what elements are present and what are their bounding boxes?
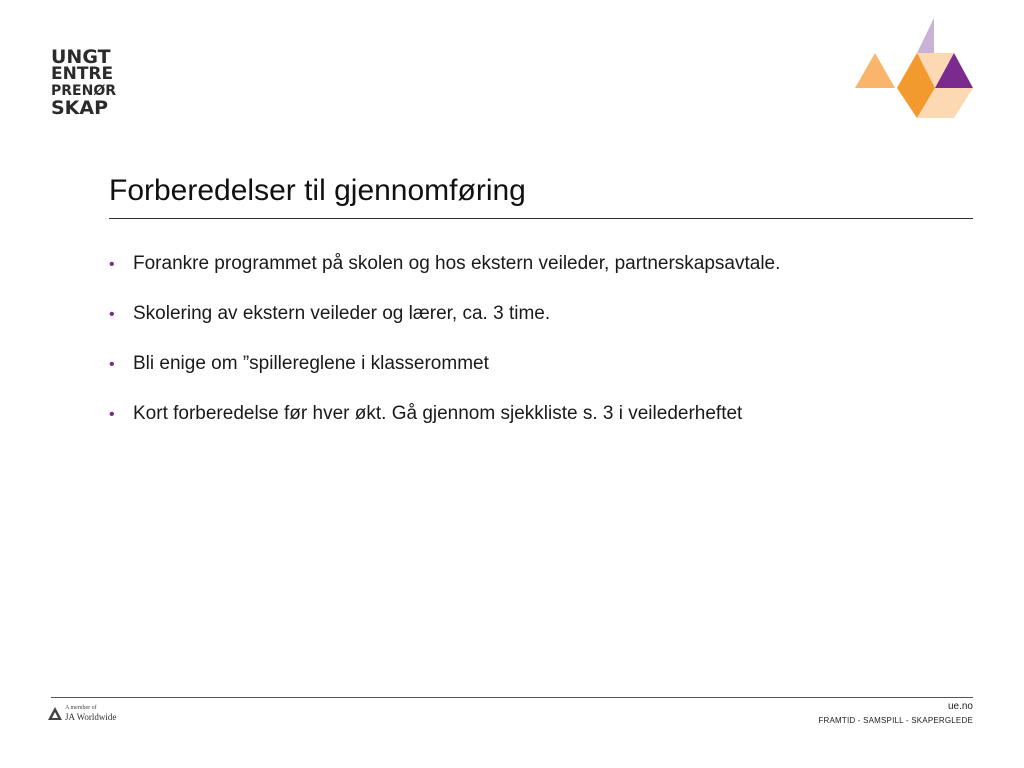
ja-mountain-icon (48, 707, 62, 720)
bullet-marker: • (109, 406, 115, 423)
ja-member-text: A member of (65, 705, 97, 711)
website-label: ue.no (947, 701, 973, 712)
bullet-text: Bli enige om ”spillereglene i klasserommet (133, 353, 489, 374)
footer-tagline: FRAMTID - SAMSPILL - SKAPERGLEDE (818, 716, 973, 725)
bullet-text: Kort forberedelse før hver økt. Gå gjennom sjekkliste s. 3 i veilederheftet (133, 403, 743, 424)
bullet-text: Skolering av ekstern veileder og lærer, ca. 3 time. (133, 303, 551, 324)
slide-title: Forberedelser til gjennomføring (109, 174, 526, 207)
ja-name-text: JA Worldwide (65, 712, 117, 722)
bullet-list (109, 249, 979, 449)
bullet-item (109, 349, 979, 380)
logo-line-3: PRENØR (51, 83, 117, 99)
ungt-entreprenorskap-logo (51, 46, 117, 119)
bullet-item (109, 249, 979, 280)
logo-line-4: SKAP (51, 97, 109, 119)
bullet-marker: • (109, 256, 115, 273)
decorative-triangles-graphic (855, 18, 980, 123)
lilac-triangle (917, 18, 934, 53)
bullet-marker: • (109, 306, 115, 323)
bullet-marker: • (109, 356, 115, 373)
logo-line-1: UNGT (51, 46, 111, 68)
logo-line-2: ENTRE (51, 64, 114, 84)
footer-divider (51, 697, 973, 698)
light-orange-triangle (855, 53, 895, 88)
bullet-item (109, 399, 979, 430)
bullet-item (109, 299, 979, 330)
ja-worldwide-logo (48, 704, 116, 722)
bullet-text: Forankre programmet på skolen og hos ekstern veileder, partnerskapsavtale. (133, 253, 781, 274)
title-divider (109, 218, 973, 219)
